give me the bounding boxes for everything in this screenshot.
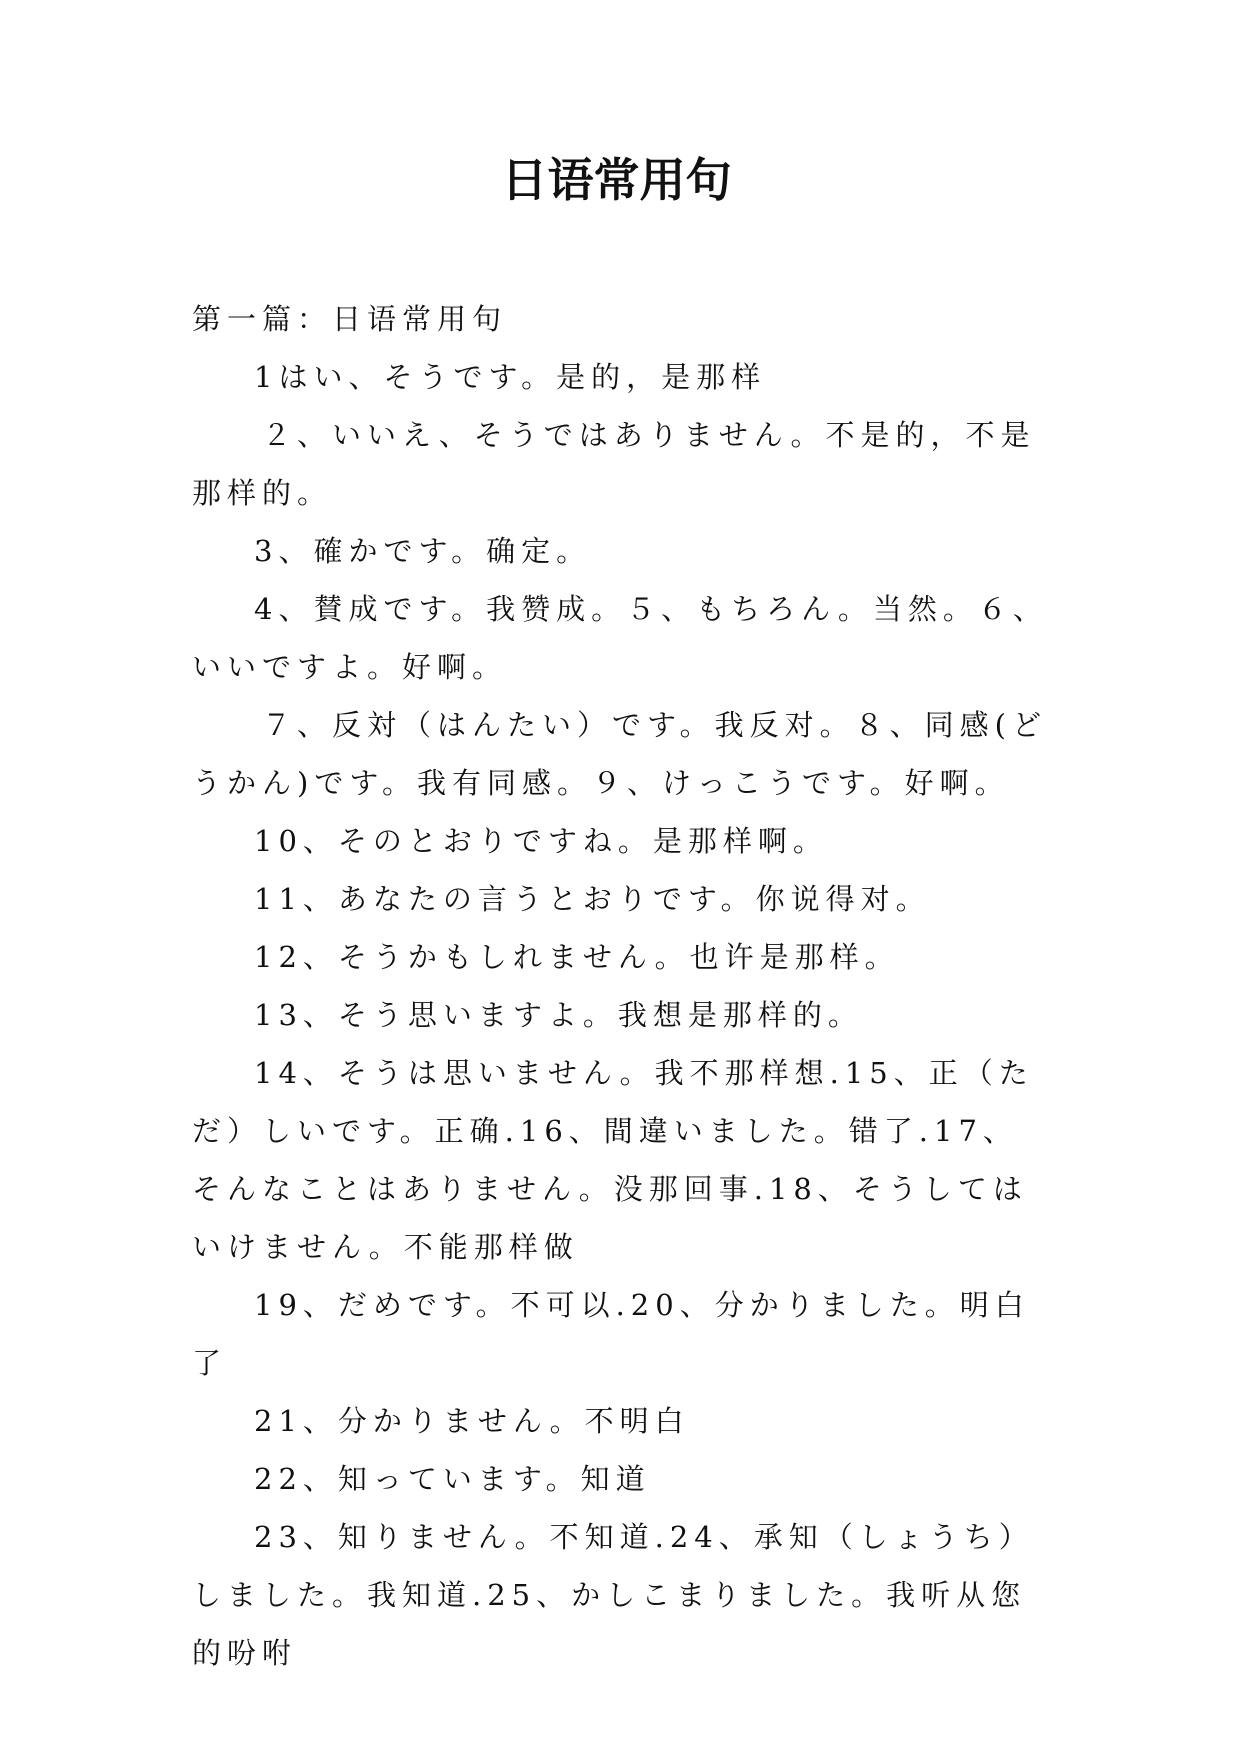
paragraph: ２、いいえ、そうではありません。不是的，不是那样的。 <box>192 418 1036 510</box>
paragraph: 14、そうは思いません。我不那样想.15、正（ただ）しいです。正确.16、間違いました。错了.17、そんなことはありません。没那回事.18、そうしてはいけません。不能那样做 <box>192 1056 1034 1264</box>
paragraph: 19、だめです。不可以.20、分かりました。明白了 <box>192 1288 1030 1380</box>
document-body <box>192 290 1049 1682</box>
paragraph: 4、賛成です。我赞成。５、もちろん。当然。６、いいですよ。好啊。 <box>192 592 1048 684</box>
paragraph: 13、そう思いますよ。我想是那样的。 <box>254 998 863 1032</box>
paragraph: 12、そうかもしれません。也许是那样。 <box>254 940 900 974</box>
paragraph: 3、確かです。确定。 <box>254 534 592 568</box>
paragraph: 23、知りません。不知道.24、承知（しょうち）しました。我知道.25、かしこまりました。我听从您的吩咐 <box>192 1520 1034 1670</box>
paragraph: ７、反対（はんたい）です。我反对。８、同感(どうかん)です。我有同感。９、けっこうです。好啊。 <box>192 708 1047 800</box>
paragraph: 10、そのとおりですね。是那样啊。 <box>254 824 828 858</box>
section-heading: 第一篇：日语常用句 <box>192 302 508 336</box>
document-title: 日语常用句 <box>501 153 732 207</box>
paragraph: 22、知っています。知道 <box>254 1462 651 1496</box>
paragraph: 21、分かりません。不明白 <box>254 1404 690 1438</box>
paragraph: 1はい、そうです。是的，是那样 <box>254 360 767 394</box>
paragraph: 11、あなたの言うとおりです。你说得对。 <box>254 882 931 916</box>
